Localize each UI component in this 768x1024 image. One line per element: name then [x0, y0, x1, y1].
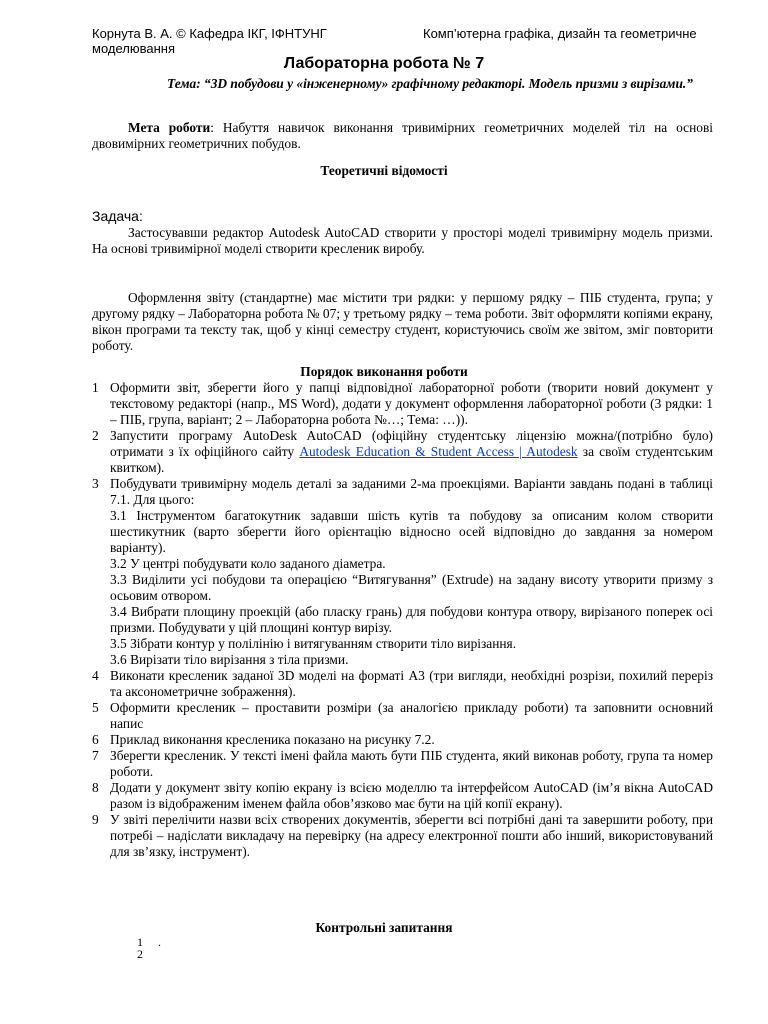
substep: 3.3 Виділити усі побудови та операцією “Витягування” (Extrude) на задану висоту утворити призму з осьовим отвором. — [110, 572, 713, 603]
list-item — [92, 380, 713, 428]
step-number: 9 — [92, 812, 99, 827]
header-course: Комп’ютерна графіка, дизайн та геометричне — [423, 26, 697, 41]
step-number: 2 — [92, 428, 99, 443]
list-item — [92, 748, 713, 780]
step-text: Приклад виконання кресленика показано на рисунку 7.2. — [110, 732, 435, 747]
step-text-after: за своїм студентським квитком). — [110, 444, 713, 475]
substep: 3.4 Вибрати площину проекцій (або пласку грань) для побудови контура отвору, вирізаного поперек осі призми. Побудувати у цій площині контур вирізу. — [110, 604, 713, 635]
substep: 3.2 У центрі побудувати коло заданого діаметра. — [110, 556, 386, 571]
step-number: 7 — [92, 748, 99, 763]
step-number: 8 — [92, 780, 99, 795]
question-number: 1 — [137, 935, 143, 949]
autodesk-education-link[interactable]: Autodesk Education & Student Access | Autodesk — [299, 444, 578, 459]
page-title: Лабораторна робота № 7 — [283, 55, 485, 72]
step-text: У звіті перелічити назви всіх створених документів, зберегти всі потрібні дані та завершити роботу, при потребі – надіслати викладачу на перевірку (на адресу електронної пошти або інший, використовуваний для зв’язку, інструмент). — [110, 812, 713, 859]
question-dot: . — [158, 935, 161, 949]
step-number: 5 — [92, 700, 99, 715]
theory-heading: Теоретичні відомості — [320, 163, 448, 178]
step-text: Оформити звіт, зберегти його у папці відповідної лабораторної роботи (творити новий документ у текстовому редакторі (напр., MS Word), додати у документ оформлення лабораторної роботи (3 рядки: 1 – ПІБ, група, варіант; 2 – Лабораторна робота №…; Тема: …)). — [110, 380, 713, 427]
goal-paragraph — [92, 120, 713, 152]
header-course-wrap: моделювання — [92, 41, 175, 56]
task-text: Застосувавши редактор Autodesk AutoCAD створити у просторі моделі тривимірну модель призми. На основі тривимірної моделі створити кресленик виробу. — [92, 225, 713, 256]
header-author: Корнута В. А. © Кафедра ІКГ, ІФНТУНГ — [92, 26, 327, 41]
substep: 3.6 Вирізати тіло вирізання з тіла призми. — [110, 652, 349, 667]
list-item — [92, 780, 713, 812]
list-item — [92, 428, 713, 476]
step-text: Виконати кресленик заданої 3D моделі на форматі А3 (три вигляди, необхідні розрізи, похилий переріз та аксонометричне зображення). — [110, 668, 713, 699]
substep: 3.5 Зібрати контур у полілінію і витягуванням створити тіло вирізання. — [110, 636, 517, 651]
step-text: Оформити кресленик – проставити розміри (за аналогією прикладу роботи) та заповнити основний напис — [110, 700, 713, 731]
procedure-list — [92, 380, 713, 860]
step-text: Додати у документ звіту копію екрану із всією моделлю та інтерфейсом AutoCAD (ім’я вікна AutoCAD разом із відображеним іменем файла обов’язково має бути на цій копії екрану). — [110, 780, 713, 811]
goal-text: : Набуття навичок виконання тривимірних геометричних моделей тіл на основі двовимірних геометричних побудов. — [92, 120, 713, 151]
report-paragraph: Оформлення звіту (стандартне) має містити три рядки: у першому рядку – ПІБ студента, група; у другому рядку – Лабораторна робота № 07; у третьому рядку – тема роботи. Звіт оформляти копіями екрану, вікон програми та тексту так, щоб у кінці семестру студент, користуючись своїм же звітом, зміг повторити роботу. — [92, 290, 713, 353]
step-number: 3 — [92, 476, 99, 491]
step-text: Зберегти кресленик. У тексті імені файла мають бути ПІБ студента, який виконав роботу, група та номер роботи. — [110, 748, 713, 779]
questions-heading: Контрольні запитання — [315, 920, 453, 935]
list-item — [92, 732, 713, 748]
goal-label: Мета роботи — [128, 120, 211, 135]
lab-theme: Тема: “3D побудови у «інженерному» графічному редакторі. Модель призми з вирізами.” — [167, 76, 693, 91]
step-number: 6 — [92, 732, 99, 747]
step-number: 4 — [92, 668, 99, 683]
list-item — [92, 700, 713, 732]
question-number: 2 — [137, 947, 143, 961]
step-number: 1 — [92, 380, 99, 395]
task-label: Задача: — [92, 208, 143, 224]
procedure-heading: Порядок виконання роботи — [300, 364, 468, 379]
step-text: Побудувати тривимірну модель деталі за заданими 2-ма проекціями. Варіанти завдань подані в таблиці 7.1. Для цього: — [110, 476, 713, 507]
list-item — [92, 668, 713, 700]
substep: 3.1 Інструментом багатокутник задавши шість кутів та побудову за описаним колом створити шестикутник (варто зберегти його орієнтацію відносно осей відповідно до завдання за номером варіанту). — [110, 508, 713, 555]
list-item — [92, 476, 713, 668]
step-text: Запустити програму AutoDesk AutoCAD (офіційну студентську ліцензію можна/(потрібно було) отримати з їх офіційного сайту — [110, 428, 713, 459]
list-item — [92, 812, 713, 860]
